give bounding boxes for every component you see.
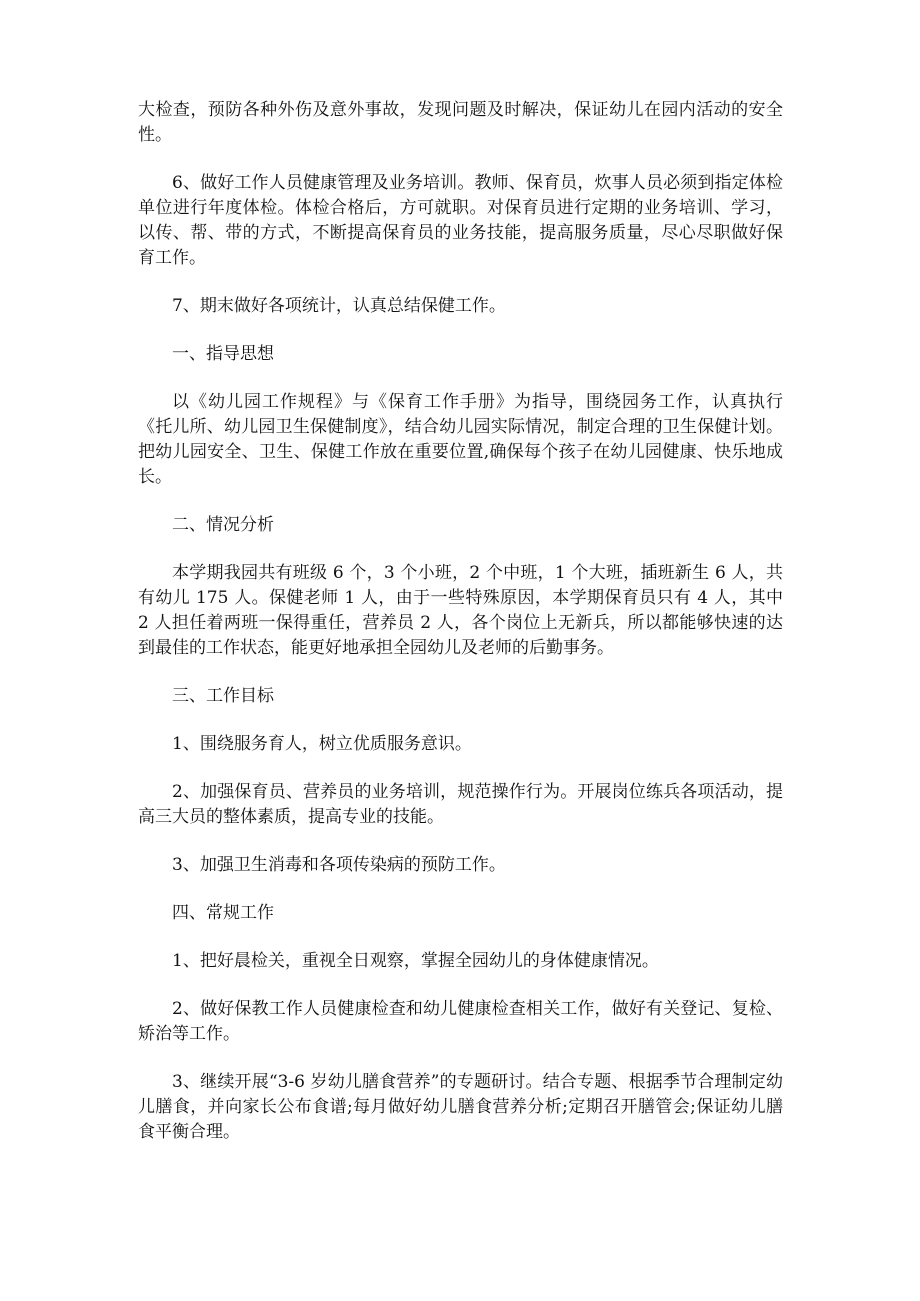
paragraph-guiding-ideas: 以《幼儿园工作规程》与《保育工作手册》为指导，围绕园务工作，认真执行《托儿所、幼儿园卫生保健制度》，结合幼儿园实际情况，制定合理的卫生保健计划。把幼儿园安全、卫生、保健工作放在重要位置,确保每个孩子在幼儿园健康、快乐地成长。	[138, 392, 783, 487]
paragraph-safety-continuation: 大检查，预防各种外伤及意外事故，发现问题及时解决，保证幼儿在园内活动的安全性。	[138, 100, 783, 145]
section-heading-guiding-ideas: 一、指导思想	[172, 344, 274, 364]
paragraph-routine-2: 2、做好保教工作人员健康检查和幼儿健康检查相关工作，做好有关登记、复检、矫治等工作。	[138, 999, 783, 1044]
paragraph-goal-1: 1、围绕服务育人，树立优质服务意识。	[172, 734, 472, 754]
paragraph-goal-2: 2、加强保育员、营养员的业务培训，规范操作行为。开展岗位练兵各项活动，提高三大员的整体素质，提高专业的技能。	[138, 782, 783, 827]
paragraph-goal-3: 3、加强卫生消毒和各项传染病的预防工作。	[172, 855, 506, 875]
paragraph-item-6: 6、做好工作人员健康管理及业务培训。教师、保育员，炊事人员必须到指定体检单位进行年度体检。体检合格后，方可就职。对保育员进行定期的业务培训、学习，以传、帮、带的方式，不断提高保育员的业务技能，提高服务质量，尽心尽职做好保育工作。	[138, 173, 783, 268]
document-page	[138, 98, 783, 1168]
paragraph-item-7: 7、期末做好各项统计，认真总结保健工作。	[172, 296, 506, 316]
paragraph-situation-analysis: 本学期我园共有班级 6 个，3 个小班，2 个中班，1 个大班，插班新生 6 人，共有幼儿 175 人。保健老师 1 人，由于一些特殊原因，本学期保育员只有 4 人，其中 2 人担任着两班一保得重任，营养员 2 人，各个岗位上无新兵，所以都能够快速的达到最佳的工作状态，能更好地承担全园幼儿及老师的后勤事务。	[138, 563, 783, 658]
section-heading-routine-work: 四、常规工作	[172, 903, 274, 923]
paragraph-routine-1: 1、把好晨检关，重视全日观察，掌握全园幼儿的身体健康情况。	[172, 951, 659, 971]
section-heading-situation-analysis: 二、情况分析	[172, 515, 274, 535]
paragraph-routine-3: 3、继续开展“3-6 岁幼儿膳食营养”的专题研讨。结合专题、根据季节合理制定幼儿膳食，并向家长公布食谱;每月做好幼儿膳食营养分析;定期召开膳管会;保证幼儿膳食平衡合理。	[138, 1072, 783, 1142]
section-heading-work-goals: 三、工作目标	[172, 686, 274, 706]
